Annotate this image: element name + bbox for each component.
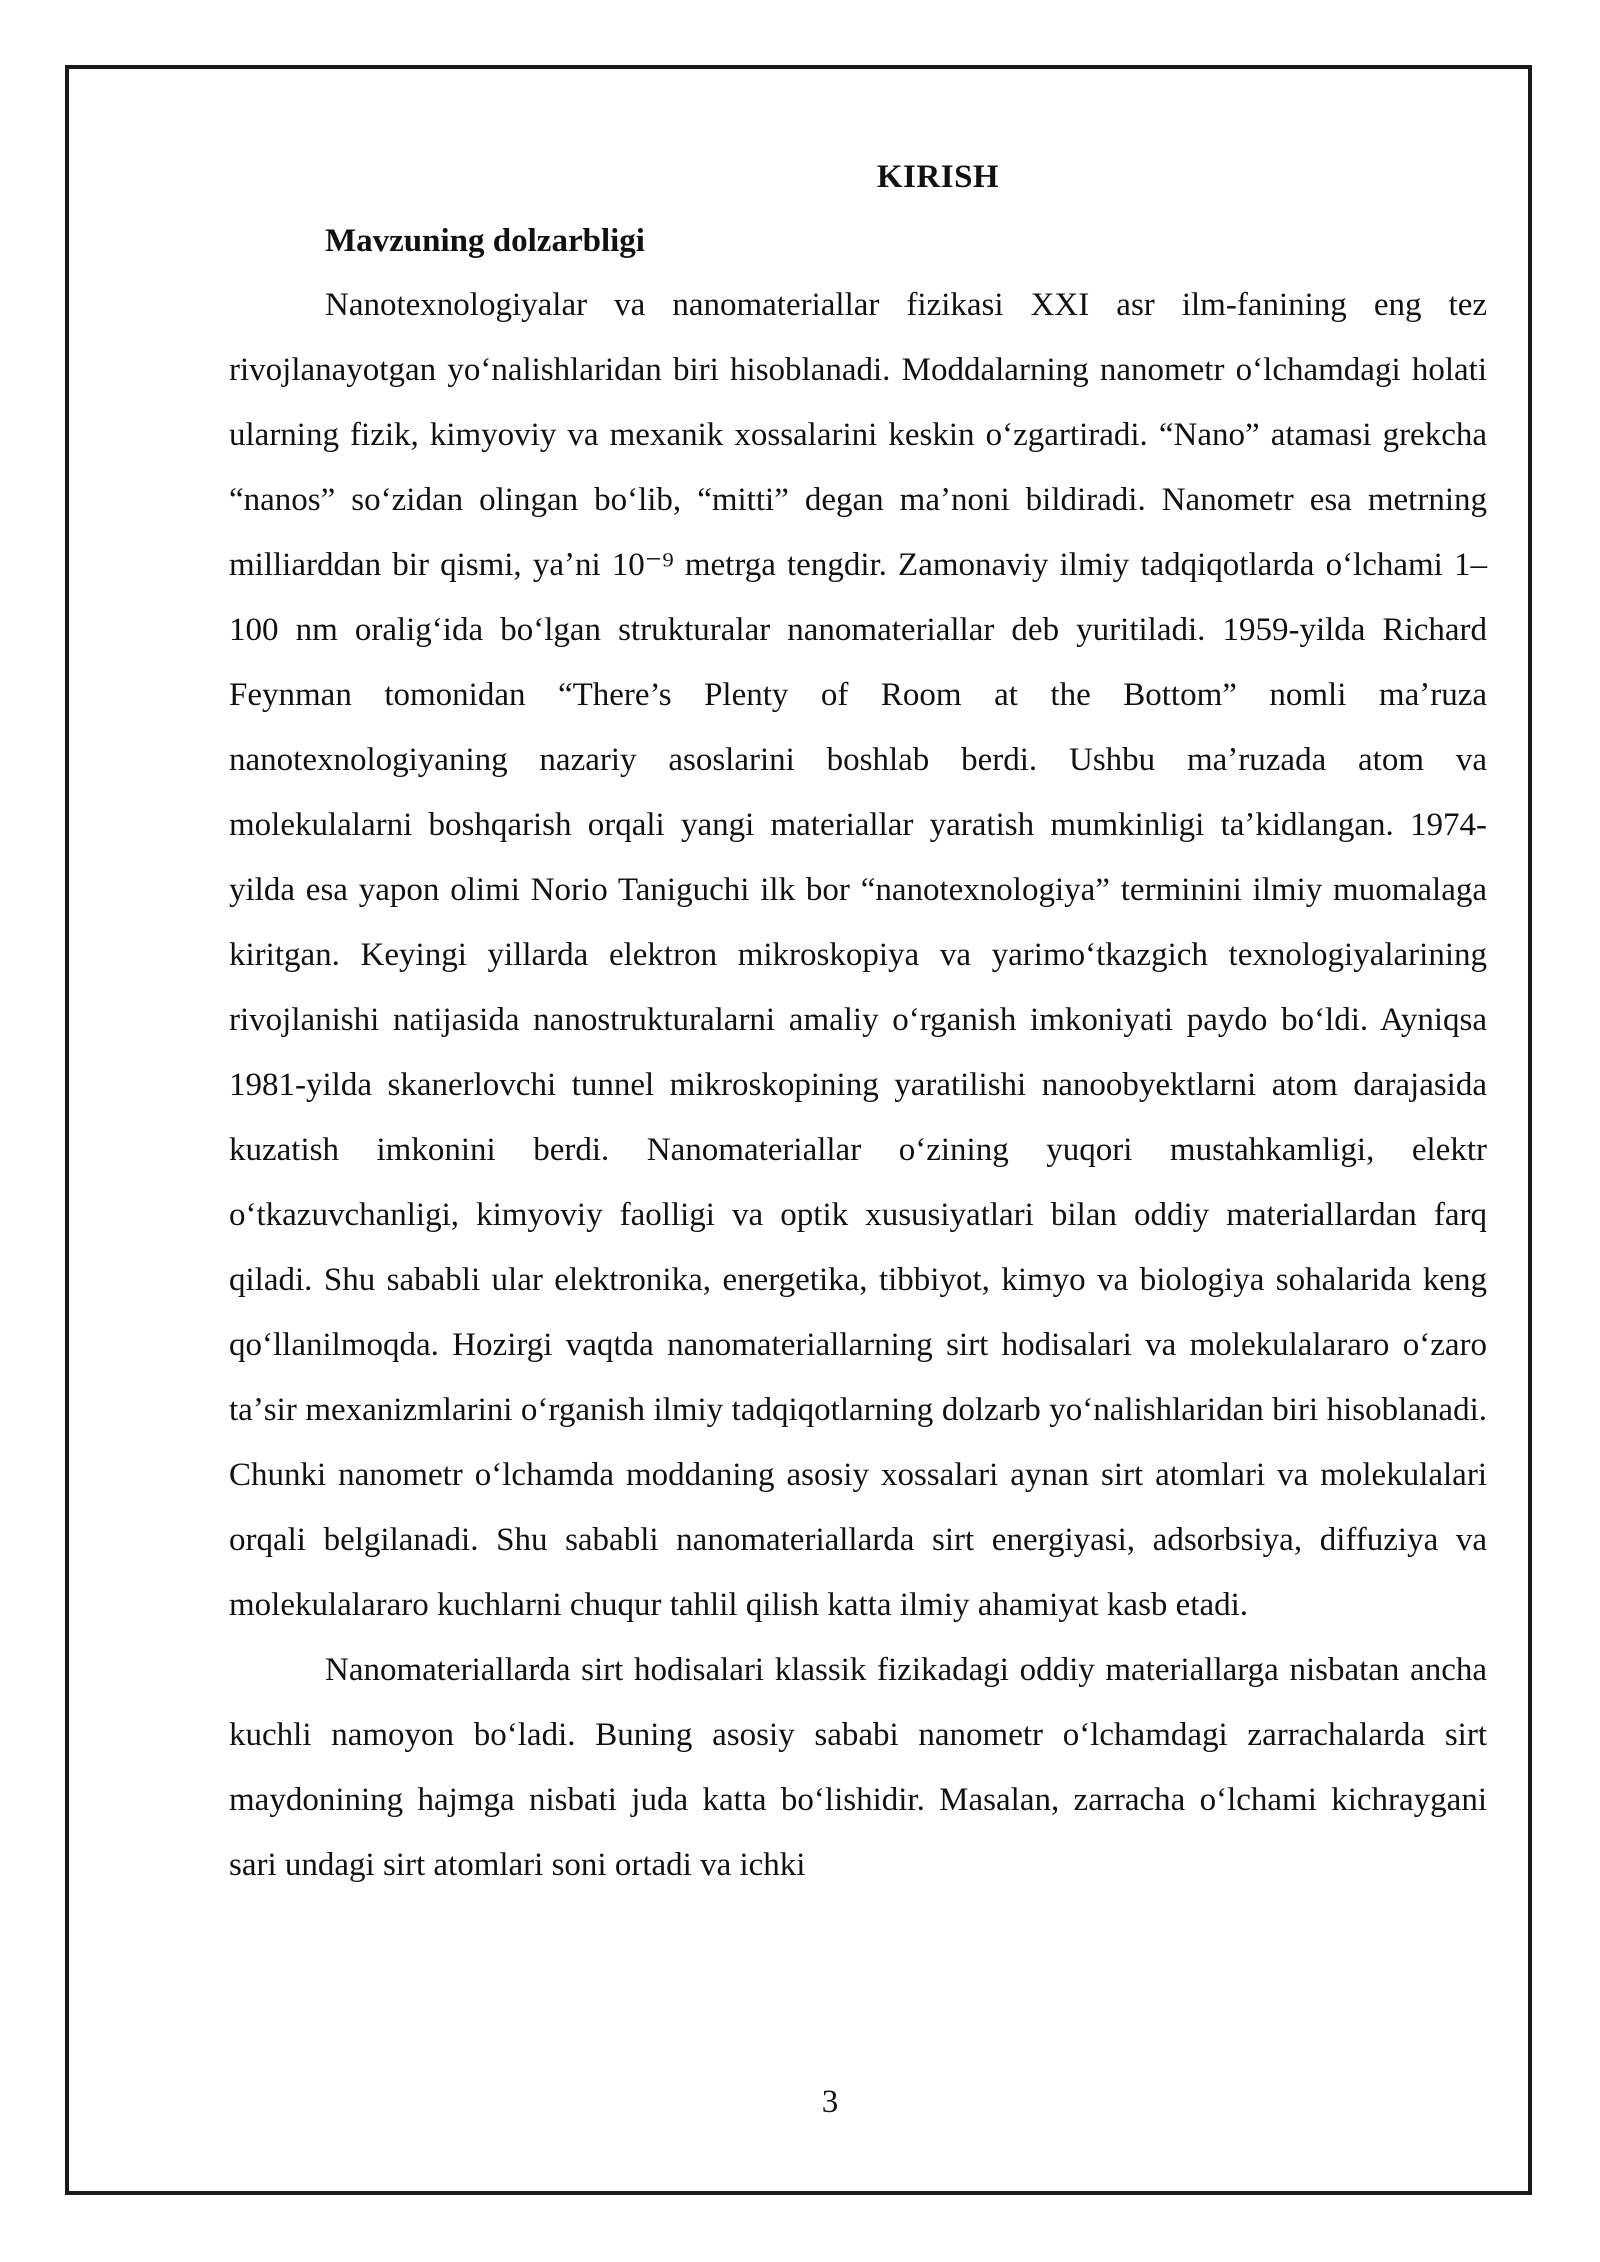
page-number: 3	[821, 2084, 839, 2120]
document-title: KIRISH	[876, 159, 1000, 195]
paragraph-1: Nanotexnologiyalar va nanomateriallar fizikasi XXI asr ilm-fanining eng tez rivojlanayotgan yoʻnalishlaridan biri hisoblanadi. Moddalarning nanometr oʻlchamdagi holati ularning fizik, kimyoviy va mexanik xossalarini keskin oʻzgartiradi. “Nano” atamasi grekcha “nanos” soʻzidan olingan boʻlib, “mitti” degan maʼnoni bildiradi. Nanometr esa metrning milliarddan bir qismi, yaʼni 10⁻⁹ metrga tengdir. Zamonaviy ilmiy tadqiqotlarda oʻlchami 1–100 nm oraligʻida boʻlgan strukturalar nanomateriallar deb yuritiladi. 1959-yilda Richard Feynman tomonidan “There’s Plenty of Room at the Bottom” nomli maʼruza nanotexnologiyaning nazariy asoslarini boshlab berdi. Ushbu maʼruzada atom va molekulalarni boshqarish orqali yangi materiallar yaratish mumkinligi taʼkidlangan. 1974-yilda esa yapon olimi Norio Taniguchi ilk bor “nanotexnologiya” terminini ilmiy muomalaga kiritgan. Keyingi yillarda elektron mikroskopiya va yarimoʻtkazgich texnologiyalarining rivojlanishi natijasida nanostrukturalarni amaliy oʻrganish imkoniyati paydo boʻldi. Ayniqsa 1981-yilda skanerlovchi tunnel mikroskopining yaratilishi nanoobyektlarni atom darajasida kuzatish imkonini berdi. Nanomateriallar oʻzining yuqori mustahkamligi, elektr oʻtkazuvchanligi, kimyoviy faolligi va optik xususiyatlari bilan oddiy materiallardan farq qiladi. Shu sababli ular elektronika, energetika, tibbiyot, kimyo va biologiya sohalarida keng qoʻllanilmoqda. Hozirgi vaqtda nanomateriallarning sirt hodisalari va molekulalararo oʻzaro taʼsir mexanizmlarini oʻrganish ilmiy tadqiqotlarning dolzarb yoʻnalishlaridan biri hisoblanadi. Chunki nanometr oʻlchamda moddaning asosiy xossalari aynan sirt atomlari va molekulalari orqali belgilanadi. Shu sababli nanomateriallarda sirt energiyasi, adsorbsiya, diffuziya va molekulalararo kuchlarni chuqur tahlil qilish katta ilmiy ahamiyat kasb etadi.	[229, 287, 1487, 1623]
paragraph-2: Nanomateriallarda sirt hodisalari klassik fizikadagi oddiy materiallarga nisbatan ancha kuchli namoyon boʻladi. Buning asosiy sababi nanometr oʻlchamdagi zarrachalarda sirt maydonining hajmga nisbati juda katta boʻlishidir. Masalan, zarracha oʻlchami kichraygani sari undagi sirt atomlari soni ortadi va ichki	[229, 1652, 1487, 1883]
section-heading: Mavzuning dolzarbligi	[325, 223, 645, 259]
document-body	[229, 145, 1487, 1898]
